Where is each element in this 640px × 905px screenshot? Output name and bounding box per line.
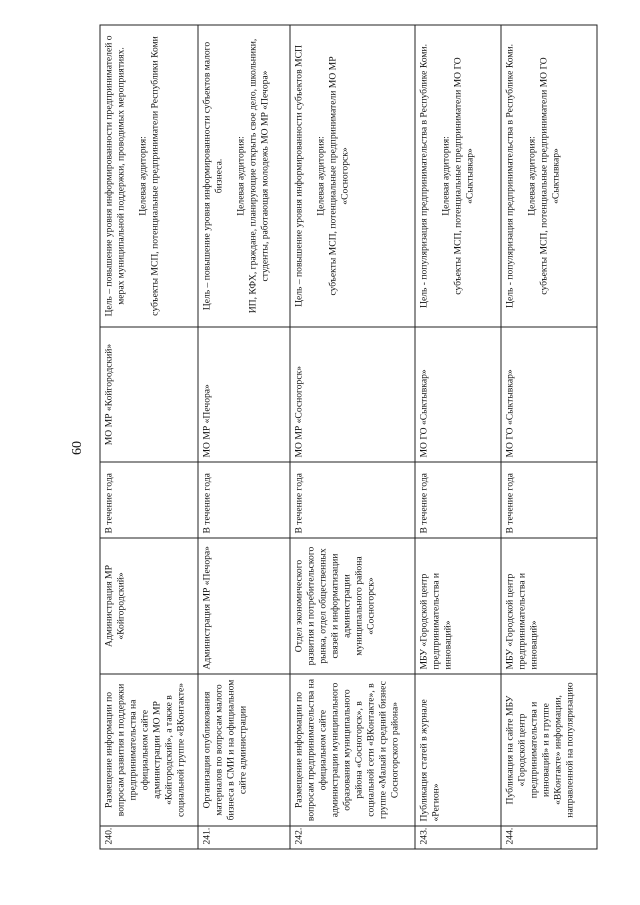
- executor-cell: МБУ «Городской центр предпринимательства и инноваций»: [501, 538, 597, 674]
- table-row: [501, 25, 597, 849]
- term-cell: В течение года: [501, 462, 597, 538]
- audience-text: субъекты МСП, потенциальные предприниматели Республики Коми: [149, 36, 161, 316]
- executor-cell: МБУ «Городской центр предпринимательства и инноваций»: [415, 538, 501, 674]
- event-cell: Публикация на сайте МБУ «Городской центр предпринимательства и инноваций» и в группе «ВКонтакте» информации, направленной на популяризацию: [501, 674, 597, 826]
- goal-text: Цель – повышение уровня информированности предпринимателей о мерах муниципальной поддержки, проводимых мероприятиях.: [103, 35, 127, 317]
- audience-title: Целевая аудитория:: [526, 136, 538, 216]
- territory-cell: МО МР «Печора»: [198, 327, 290, 462]
- term-cell: В течение года: [415, 462, 501, 538]
- territory-cell: МО ГО «Сыктывкар»: [415, 327, 501, 462]
- goal-text: Цель - популяризация предпринимательства в Республике Коми.: [504, 44, 516, 308]
- event-cell: Публикация статей в журнале «Регион»: [415, 674, 501, 826]
- table-row: [100, 25, 198, 849]
- event-cell: Размещение информации по вопросам развития и поддержки предпринимательства на официальном сайте администрации МО МР «Койгородский», а также в социальной группе «ВКонтакте»: [100, 674, 198, 826]
- goal-cell: [100, 25, 198, 327]
- audience-title: Целевая аудитория:: [137, 136, 149, 216]
- term-cell: В течение года: [100, 462, 198, 538]
- page-number: 60: [70, 441, 85, 455]
- goal-cell: [415, 25, 501, 327]
- territory-cell: МО МР «Сосногорск»: [290, 327, 415, 462]
- executor-cell: Администрация МР «Печора»: [198, 538, 290, 674]
- row-number: 241.: [198, 826, 290, 849]
- audience-title: Целевая аудитория:: [440, 136, 452, 216]
- audience-title: Целевая аудитория:: [315, 136, 327, 216]
- measures-table: [100, 25, 598, 850]
- row-number: 243.: [415, 826, 501, 849]
- goal-text: Цель – повышение уровня информированности субъектов МСП: [293, 45, 305, 307]
- executor-cell: Отдел экономического развития и потребительского рынка, отдел общественных связей и информатизации администрации муниципального района «Сосногорск»: [290, 538, 415, 674]
- row-number: 242.: [290, 826, 415, 849]
- event-cell: Размещение информации по вопросам предпринимательства на официальном сайте администрации муниципального образования муниципального района «Сосногорск», в социальной сети «ВКонтакте», в группе «Малый и средний бизнес Сосногорского района»: [290, 674, 415, 826]
- event-cell: Организация опубликования материалов по вопросам малого бизнеса в СМИ и на официальном сайте администрации: [198, 674, 290, 826]
- goal-cell: [198, 25, 290, 327]
- term-cell: В течение года: [290, 462, 415, 538]
- term-cell: В течение года: [198, 462, 290, 538]
- audience-text: субъекты МСП, потенциальные предприниматели МО ГО «Сыктывкар»: [452, 57, 476, 295]
- audience-text: субъекты МСП, потенциальные предприниматели МО МР «Сосногорск»: [327, 56, 351, 296]
- territory-cell: МО ГО «Сыктывкар»: [501, 327, 597, 462]
- audience-text: ИП, КФХ, граждане, планирующие открыть свое дело, школьники, студенты, работающая молодежь МО МР «Печора»: [247, 38, 271, 314]
- territory-cell: МО МР «Койгородский»: [100, 327, 198, 462]
- audience-title: Целевая аудитория:: [235, 136, 247, 216]
- table-row: [290, 25, 415, 849]
- executor-cell: Администрация МР «Койгородский»: [100, 538, 198, 674]
- row-number: 240.: [100, 826, 198, 849]
- goal-cell: [290, 25, 415, 327]
- row-number: 244.: [501, 826, 597, 849]
- audience-text: субъекты МСП, потенциальные предприниматели МО ГО «Сыктывкар»: [538, 57, 562, 295]
- table-row: [198, 25, 290, 849]
- goal-text: Цель – повышение уровня информированности субъектов малого бизнеса.: [201, 41, 225, 311]
- rotated-table-sheet: [100, 26, 576, 850]
- goal-cell: [501, 25, 597, 327]
- table-row: [415, 25, 501, 849]
- goal-text: Цель - популяризация предпринимательства в Республике Коми.: [418, 44, 430, 308]
